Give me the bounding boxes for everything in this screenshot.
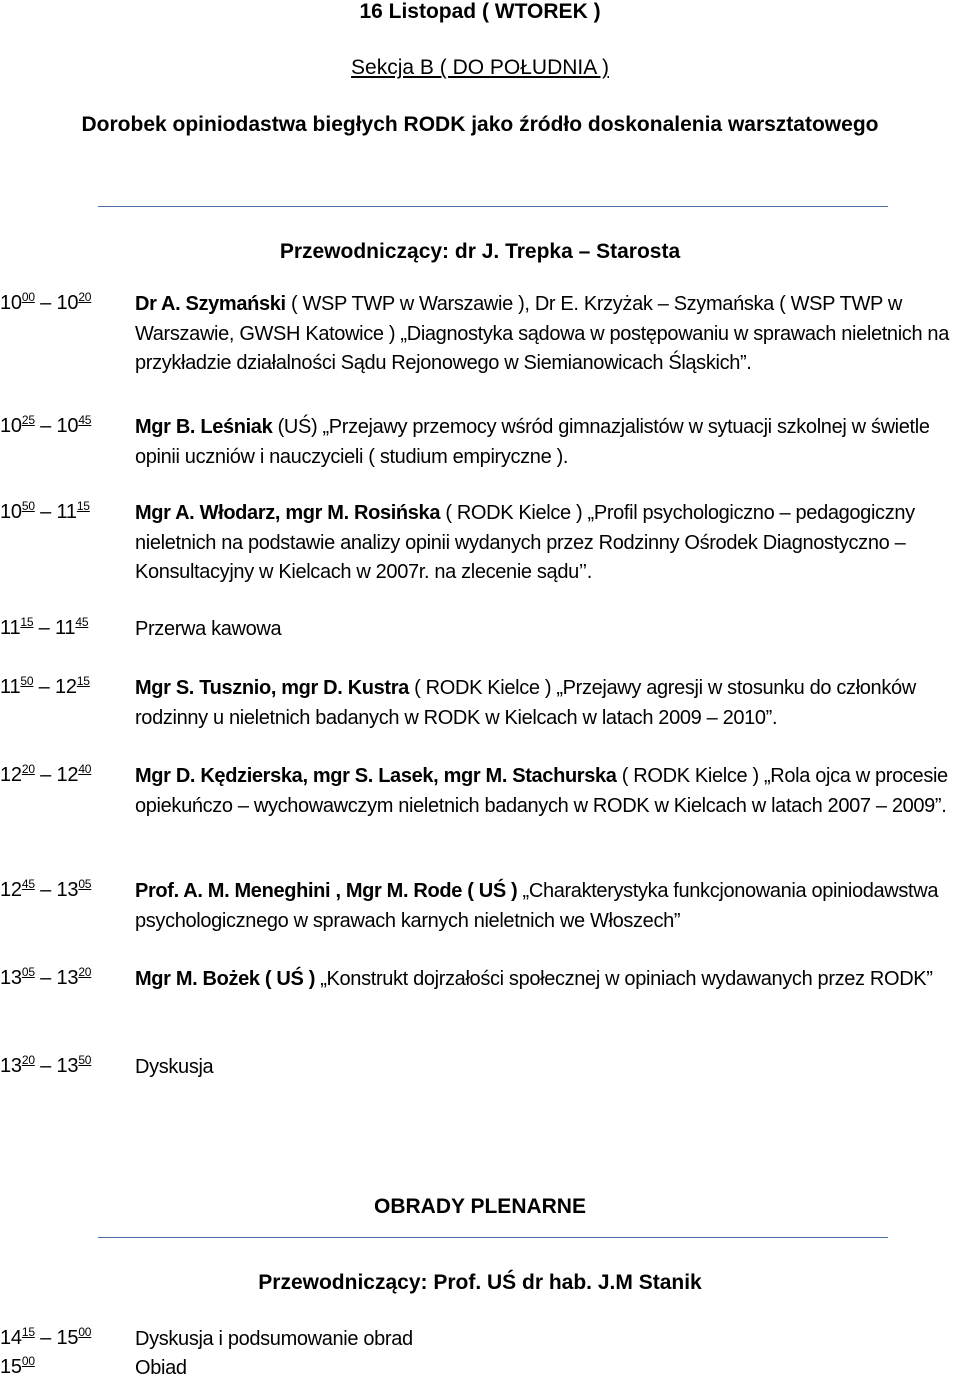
start-minute: 50 <box>20 674 34 688</box>
start-hour: 14 <box>0 1327 22 1349</box>
start-minute: 00 <box>21 1354 35 1368</box>
entry-text: „Konstrukt dojrzałości społecznej w opiniach wydawanych przez RODK” <box>315 968 933 990</box>
schedule-entry <box>135 499 957 588</box>
speakers: Mgr S. Tusznio, mgr D. Kustra <box>135 677 409 699</box>
time-range: $13^{05} - 13^{20}$ <box>0 965 92 989</box>
entry-text: ( RODK Kielce ) „Przejawy agresji w stosunku do członków rodzinny u nieletnich badanych w RODK w Kielcach w latach 2009 – 2010”. <box>135 677 916 729</box>
end-hour: 13 <box>56 1055 79 1077</box>
time-dash: – <box>40 1327 52 1349</box>
divider <box>98 1237 888 1238</box>
start-hour: 13 <box>0 1055 22 1077</box>
schedule-entry <box>135 1354 957 1384</box>
divider <box>98 206 888 207</box>
start-minute: 05 <box>21 965 35 979</box>
end-minute: 20 <box>78 290 92 304</box>
end-hour: 11 <box>54 617 76 639</box>
time-range: $12^{45} - 13^{05}$ <box>0 877 92 901</box>
speakers: Mgr M. Bożek ( UŚ ) <box>135 968 316 990</box>
time-range: $10^{00} - 10^{20}$ <box>0 290 92 314</box>
start-minute: 15 <box>20 615 34 629</box>
end-minute: 40 <box>78 762 92 776</box>
date-heading: 16 Listopad ( WTOREK ) <box>359 0 601 23</box>
time-range: $10^{50} - 11^{15}$ <box>0 499 90 523</box>
end-hour: 10 <box>56 292 79 314</box>
entry-text: Obiad <box>135 1357 187 1379</box>
end-minute: 05 <box>78 877 92 891</box>
entry-text: „Charakterystyka funkcjonowania opiniodawstwa psychologicznego w sprawach karnych nieletnich we Włoszech” <box>135 880 939 932</box>
start-hour: 10 <box>0 501 22 523</box>
schedule-entry <box>135 413 957 472</box>
entry-text: Przerwa kawowa <box>135 618 282 640</box>
end-hour: 13 <box>56 879 79 901</box>
start-hour: 11 <box>0 617 21 639</box>
time-range <box>0 1356 132 1379</box>
entry-text: (UŚ) „Przejawy przemocy wśród gimnazjalistów w sytuacji szkolnej w świetle opinii uczniów i nauczycieli ( studium empiryczne ). <box>135 416 930 468</box>
speakers: Mgr A. Włodarz, mgr M. Rosińska <box>135 502 441 524</box>
end-minute: 45 <box>78 413 92 427</box>
time-range <box>0 1327 132 1350</box>
end-minute: 45 <box>75 615 89 629</box>
start-hour: 10 <box>0 292 22 314</box>
start-hour: 15 <box>0 1356 22 1378</box>
start-minute: 50 <box>21 499 35 513</box>
end-minute: 15 <box>76 674 90 688</box>
time-range: $11^{50} - 12^{15}$ <box>0 674 90 698</box>
schedule-entry <box>135 762 957 821</box>
start-hour: 10 <box>0 415 22 437</box>
end-minute: 50 <box>78 1053 92 1067</box>
schedule-entry <box>135 1325 957 1355</box>
speakers: Mgr B. Leśniak <box>135 416 273 438</box>
start-hour: 12 <box>0 879 22 901</box>
start-minute: 20 <box>21 762 35 776</box>
speakers: Mgr D. Kędzierska, mgr S. Lasek, mgr M. Stachurska <box>135 765 617 787</box>
plenary-title: OBRADY PLENARNE <box>374 1195 586 1218</box>
plenary-chair: Przewodniczący: Prof. UŚ dr hab. J.M Stanik <box>258 1271 702 1294</box>
schedule-entry <box>135 674 957 733</box>
time-range: $10^{25} - 10^{45}$ <box>0 413 92 437</box>
start-hour: 12 <box>0 764 22 786</box>
entry-text: ( RODK Kielce ) „Profil psychologiczno – pedagogiczny nieletnich na podstawie analizy opinii wydanych przez Rodzinny Ośrodek Diagnostyczno – Konsultacyjny w Kielcach w 2007r. na zlecenie sądu’’. <box>135 502 915 583</box>
start-minute: 15 <box>21 1325 35 1339</box>
end-hour: 13 <box>56 967 79 989</box>
start-hour: 11 <box>0 676 21 698</box>
end-minute: 15 <box>76 499 90 513</box>
schedule-entry <box>135 1053 957 1083</box>
start-hour: 13 <box>0 967 22 989</box>
entry-text: ( RODK Kielce ) „Rola ojca w procesie opiekuńczo – wychowawczym nieletnich badanych w RODK w Kielcach w latach 2007 – 2009”. <box>135 765 948 817</box>
start-minute: 45 <box>21 877 35 891</box>
end-minute: 20 <box>78 965 92 979</box>
end-hour: 12 <box>56 764 79 786</box>
end-minute: 00 <box>78 1325 92 1339</box>
entry-text: Dyskusja i podsumowanie obrad <box>135 1328 413 1350</box>
end-hour: 10 <box>56 415 79 437</box>
start-minute: 20 <box>21 1053 35 1067</box>
entry-text: ( WSP TWP w Warszawie ), Dr E. Krzyżak – Szymańska ( WSP TWP w Warszawie, GWSH Katowice ) „Diagnostyka sądowa w postępowaniu w sprawach nieletnich na przykładzie działalności Sądu Rejonowego w Siemianowicach Śląskich”. <box>135 293 949 374</box>
time-range: $13^{20} - 13^{50}$ <box>0 1053 92 1077</box>
end-hour: 11 <box>56 501 77 523</box>
start-minute: 25 <box>21 413 35 427</box>
time-range: $11^{15} - 11^{45}$ <box>0 615 89 639</box>
end-hour: 15 <box>56 1327 79 1349</box>
speakers: Prof. A. M. Meneghini , Mgr M. Rode ( UŚ ) <box>135 880 518 902</box>
entry-text: Dyskusja <box>135 1056 214 1078</box>
time-range: $12^{20} - 12^{40}$ <box>0 762 92 786</box>
schedule-entry <box>135 965 957 995</box>
section-heading: Sekcja B ( DO POŁUDNIA ) <box>351 56 609 79</box>
speakers: Dr A. Szymański <box>135 293 286 315</box>
chair-line: Przewodniczący: dr J. Trepka – Starosta <box>279 240 681 263</box>
schedule-entry <box>135 290 957 379</box>
schedule-entry <box>135 877 957 936</box>
topic-heading: Dorobek opiniodastwa biegłych RODK jako źródło doskonalenia warsztatowego <box>81 113 879 136</box>
end-hour: 12 <box>54 676 77 698</box>
start-minute: 00 <box>21 290 35 304</box>
schedule-entry <box>135 615 957 645</box>
